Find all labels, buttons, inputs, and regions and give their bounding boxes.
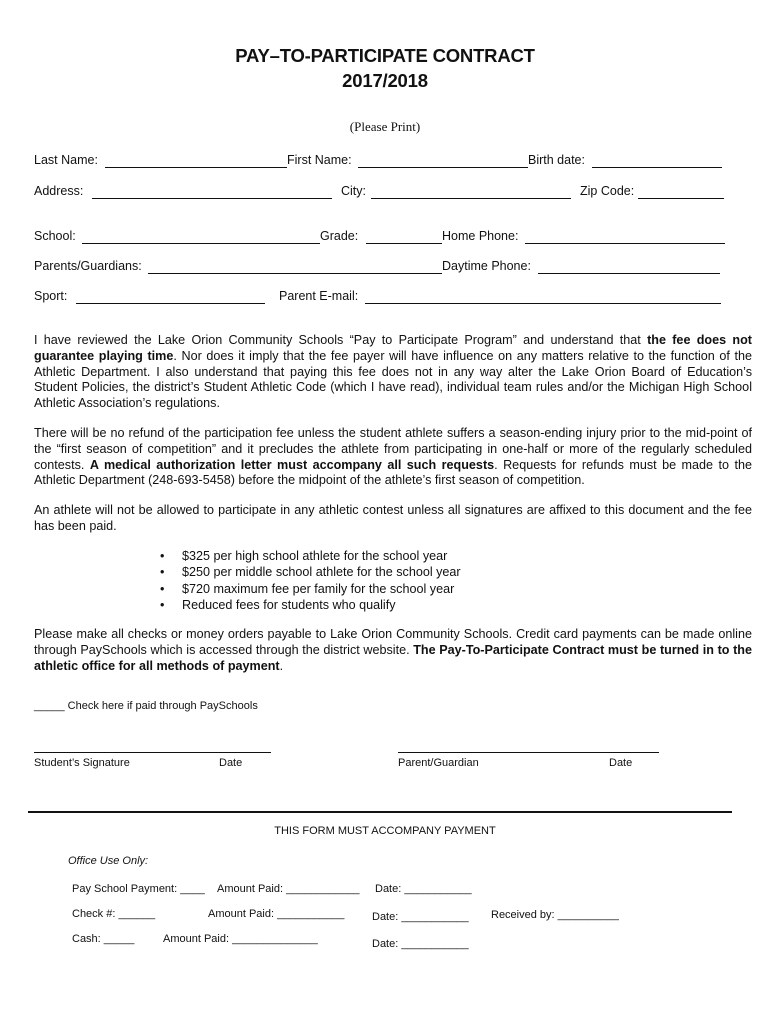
- parent-email-field[interactable]: [365, 303, 721, 304]
- last-name-field[interactable]: [105, 167, 287, 168]
- document-title: PAY–TO-PARTICIPATE CONTRACT: [235, 45, 535, 66]
- amount-paid-field-2[interactable]: Amount Paid: ___________: [208, 908, 345, 920]
- parent-signature-label: Parent/Guardian: [398, 757, 479, 769]
- grade-field[interactable]: [366, 243, 442, 244]
- student-signature-label: Student’s Signature: [34, 757, 130, 769]
- cash-field[interactable]: Cash: _____: [72, 933, 135, 945]
- paragraph-payment-text-a: Please make all checks or money orders payable to Lake Orion Community Schools. Credit card payments can be made online through PaySchools which is accessed through the district website.: [34, 627, 752, 657]
- school-label: School:: [34, 229, 76, 243]
- fee-list-item: • $250 per middle school athlete for the school year: [160, 564, 461, 580]
- date-field-1[interactable]: Date: ___________: [375, 883, 472, 895]
- student-date-label: Date: [219, 757, 243, 769]
- school-field[interactable]: [82, 243, 320, 244]
- parent-date-label: Date: [609, 757, 633, 769]
- zip-code-label: Zip Code:: [580, 184, 635, 198]
- date-field-3[interactable]: Date: ___________: [372, 938, 469, 950]
- city-label: City:: [341, 184, 366, 198]
- paragraph-refund-bold: A medical authorization letter must accompany all such requests: [89, 457, 495, 472]
- paragraph-agreement-text-b: . Nor does it imply that the fee payer will have influence on any matters relative to the function of the Athletic Department. I also understand that paying this fee does not in any way alter the Lake Orion Board of Education’s Student Policies, the district’s Student Athletic Code (which I have read), individual team rules and/or the Michigan High School Athletic Association’s regulations.: [34, 348, 752, 411]
- amount-paid-field-1[interactable]: Amount Paid: ____________: [217, 883, 360, 895]
- parents-guardians-field[interactable]: [148, 273, 442, 274]
- zip-code-field[interactable]: [638, 198, 724, 199]
- sport-label: Sport:: [34, 289, 68, 303]
- amount-paid-field-3[interactable]: Amount Paid: ______________: [163, 933, 318, 945]
- sport-field[interactable]: [76, 303, 265, 304]
- parent-email-label: Parent E-mail:: [279, 289, 359, 303]
- first-name-label: First Name:: [287, 153, 352, 167]
- paragraph-agreement-text-a: I have reviewed the Lake Orion Community Schools “Pay to Participate Program” and understand that: [34, 333, 648, 347]
- home-phone-label: Home Phone:: [442, 229, 519, 243]
- document-year: 2017/2018: [342, 70, 428, 91]
- student-signature-line[interactable]: [34, 752, 271, 753]
- paragraph-payment-text-b: .: [279, 658, 284, 673]
- birth-date-field[interactable]: [592, 167, 722, 168]
- parent-signature-line[interactable]: [398, 752, 659, 753]
- paragraph-refund: [34, 426, 752, 489]
- first-name-field[interactable]: [358, 167, 528, 168]
- pay-school-payment-field[interactable]: Pay School Payment: ____: [72, 883, 205, 895]
- daytime-phone-label: Daytime Phone:: [442, 259, 531, 273]
- form-must-accompany: THIS FORM MUST ACCOMPANY PAYMENT: [274, 825, 496, 837]
- daytime-phone-field[interactable]: [538, 273, 720, 274]
- office-use-heading: Office Use Only:: [68, 855, 149, 867]
- paragraph-payment-bold: The Pay-To-Participate Contract must be turned in to the athletic office for all methods of payment: [34, 642, 752, 673]
- payschools-checkbox[interactable]: _____ Check here if paid through PaySchools: [34, 700, 258, 712]
- fee-list: [160, 548, 461, 613]
- paragraph-agreement-bold: the fee does not guarantee playing time: [34, 333, 752, 363]
- address-label: Address:: [34, 184, 84, 198]
- home-phone-field[interactable]: [525, 243, 725, 244]
- fee-list-item: • $325 per high school athlete for the school year: [160, 548, 461, 564]
- date-field-2[interactable]: Date: ___________: [372, 911, 469, 923]
- please-print-note: (Please Print): [349, 119, 421, 134]
- last-name-label: Last Name:: [34, 153, 98, 167]
- parents-guardians-label: Parents/Guardians:: [34, 259, 142, 273]
- paragraph-signatures: An athlete will not be allowed to participate in any athletic contest unless all signatures are affixed to this document and the fee has been paid.: [34, 503, 752, 533]
- paragraph-refund-text-b: . Requests for refunds must be made to the Athletic Department (248-693-5458) before the midpoint of the athlete’s first season of competition.: [34, 457, 752, 488]
- section-divider: [28, 811, 732, 813]
- paragraph-agreement: [34, 333, 752, 412]
- fee-list-item: • Reduced fees for students who qualify: [160, 597, 461, 613]
- fee-list-item: • $720 maximum fee per family for the school year: [160, 581, 461, 597]
- address-field[interactable]: [92, 198, 332, 199]
- paragraph-payment: [34, 627, 752, 674]
- city-field[interactable]: [371, 198, 571, 199]
- birth-date-label: Birth date:: [528, 153, 585, 167]
- paragraph-refund-text-a: There will be no refund of the participation fee unless the student athlete suffers a season-ending injury prior to the mid-point of the “first season of competition” and it precludes the athlete from participating in one-half or more of the regularly scheduled contests.: [34, 426, 752, 472]
- check-number-field[interactable]: Check #: ______: [72, 908, 156, 920]
- received-by-field[interactable]: Received by: __________: [491, 909, 619, 921]
- grade-label: Grade:: [320, 229, 359, 243]
